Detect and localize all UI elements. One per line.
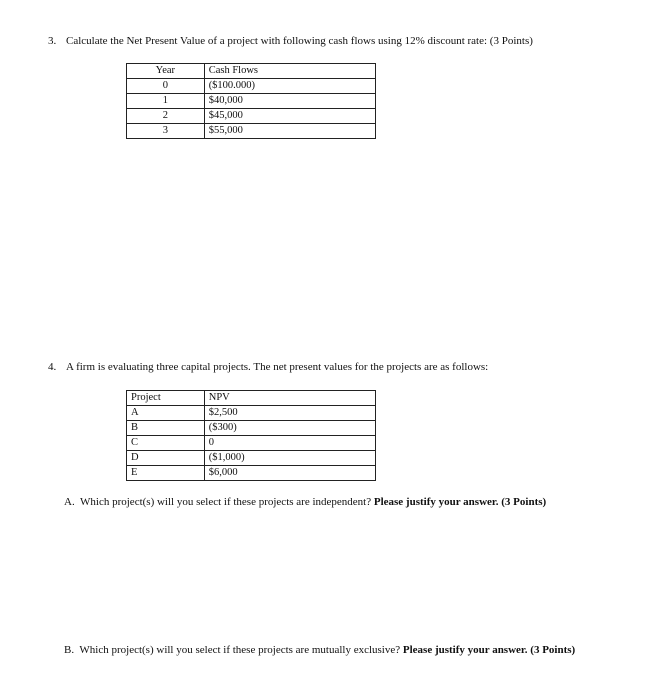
cash-flow-cell: $40,000 xyxy=(204,94,375,109)
npv-cell: ($1,000) xyxy=(204,451,375,466)
q4-number: 4. xyxy=(48,361,57,373)
table-row xyxy=(127,421,376,436)
table-row xyxy=(127,406,376,421)
part-a-text: Which project(s) will you select if these projects are independent? xyxy=(80,496,372,508)
part-a xyxy=(64,496,546,508)
part-b-text: Which project(s) will you select if these projects are mutually exclusive? xyxy=(79,644,401,656)
npv-header: NPV xyxy=(204,391,375,406)
table-row xyxy=(127,466,376,481)
part-a-bold: Please justify your answer. (3 Points) xyxy=(373,496,547,508)
table-row xyxy=(127,436,376,451)
year-cell: 2 xyxy=(127,109,205,124)
table-row xyxy=(127,124,376,139)
project-header: Project xyxy=(127,391,205,406)
npv-cell: 0 xyxy=(204,436,375,451)
cash-flow-cell: $55,000 xyxy=(204,124,375,139)
project-cell: B xyxy=(127,421,205,436)
project-cell: E xyxy=(127,466,205,481)
cash-flow-cell: ($100.000) xyxy=(204,79,375,94)
part-b-label: B. xyxy=(64,644,75,656)
year-cell: 1 xyxy=(127,94,205,109)
year-cell: 3 xyxy=(127,124,205,139)
part-b xyxy=(64,644,575,656)
cash-flow-table xyxy=(126,63,376,139)
year-header: Year xyxy=(127,64,205,79)
part-a-label: A. xyxy=(64,496,75,508)
npv-cell: $2,500 xyxy=(204,406,375,421)
table-header-row xyxy=(127,64,376,79)
project-cell: A xyxy=(127,406,205,421)
npv-table xyxy=(126,390,376,481)
q4-text: A firm is evaluating three capital projects. The net present values for the projects are as follows: xyxy=(66,361,489,373)
npv-cell: $6,000 xyxy=(204,466,375,481)
table-header-row xyxy=(127,391,376,406)
project-cell: C xyxy=(127,436,205,451)
table-row xyxy=(127,94,376,109)
table-row xyxy=(127,451,376,466)
part-b-bold: Please justify your answer. (3 Points) xyxy=(402,644,576,656)
q3-text: Calculate the Net Present Value of a project with following cash flows using 12% discount rate: (3 Points) xyxy=(66,35,533,47)
cash-flows-header: Cash Flows xyxy=(204,64,375,79)
table-row xyxy=(127,79,376,94)
q3-number: 3. xyxy=(48,35,57,47)
cash-flow-cell: $45,000 xyxy=(204,109,375,124)
table-row xyxy=(127,109,376,124)
project-cell: D xyxy=(127,451,205,466)
npv-cell: ($300) xyxy=(204,421,375,436)
year-cell: 0 xyxy=(127,79,205,94)
